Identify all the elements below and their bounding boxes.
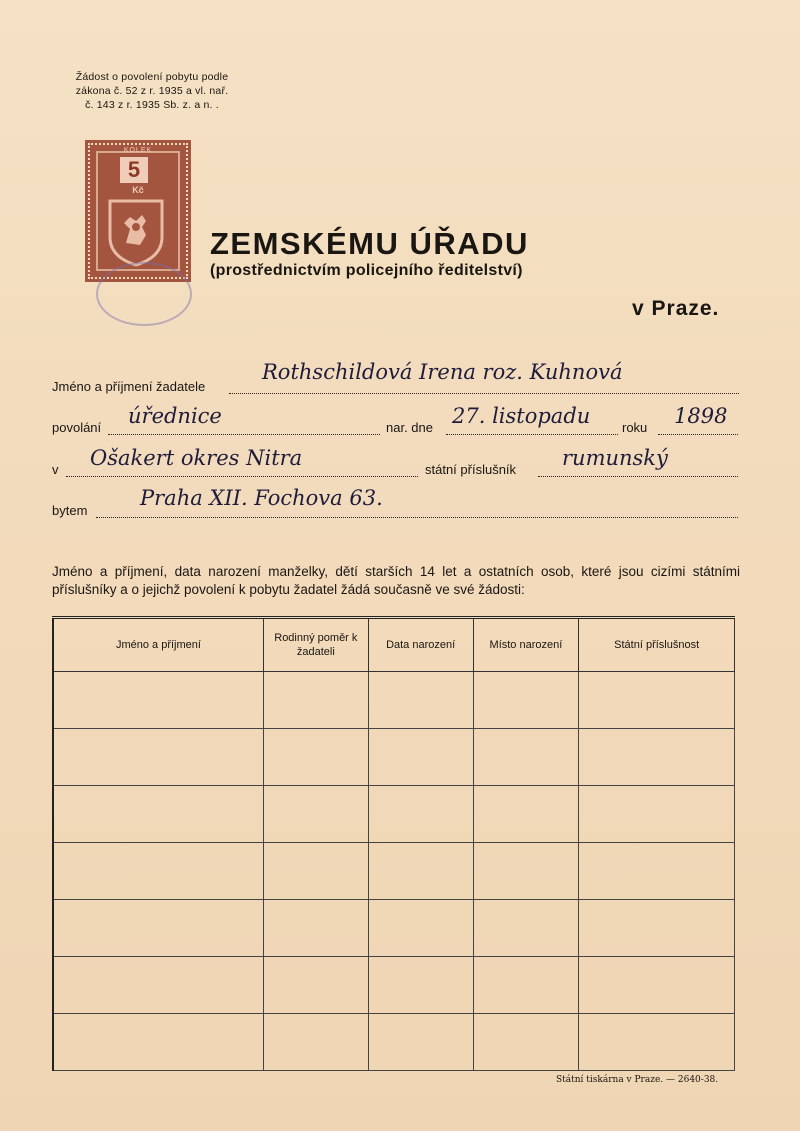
birth-place-label: v [52,462,59,477]
birth-year-label: roku [622,420,648,435]
table-row [53,672,735,729]
addressee-subtitle: (prostřednictvím policejního ředitelství) [210,262,523,279]
table-cell [368,957,473,1014]
revenue-stamp [88,143,188,279]
law-note-line-2: zákona č. 52 z r. 1935 a vl. nař. [75,85,229,97]
applicant-name-value: Rothschildová Irena roz. Kuhnová [262,360,623,384]
table-row [53,1014,735,1071]
table-cell [263,900,368,957]
table-cell [53,672,263,729]
column-header-birth-date: Data narození [368,618,473,672]
table-row [53,843,735,900]
stamp-currency: Kč [132,185,144,195]
occupation-line [108,434,380,435]
table-cell [473,957,579,1014]
table-row [53,957,735,1014]
table-cell [368,786,473,843]
table-cell [473,672,579,729]
table-cell [579,672,735,729]
table-row [53,729,735,786]
table-cell [368,729,473,786]
table-cell [579,729,735,786]
table-cell [263,1014,368,1071]
table-cell [473,1014,579,1071]
birth-place-value: Ošakert okres Nitra [90,446,303,470]
table-cell [53,843,263,900]
birth-year-line [658,434,738,435]
table-cell [368,672,473,729]
table-cell [579,957,735,1014]
citizenship-line [538,476,738,477]
stamp-label: KOLEK [123,147,153,154]
table-cell [473,843,579,900]
table-cell [473,786,579,843]
table-cell [263,672,368,729]
birth-place-line [66,476,418,477]
addressee-city: v Praze. [632,297,720,320]
column-header-citizenship: Státní příslušnost [579,618,735,672]
table-header-row [53,618,735,672]
table-cell [263,843,368,900]
birth-year-value: 1898 [674,404,728,428]
law-reference-note [52,70,252,112]
table-cell [579,900,735,957]
lion-crest-icon [104,197,168,267]
applicant-name-label: Jméno a příjmení žadatele [52,379,206,394]
table-row [53,786,735,843]
addressee-title: ZEMSKÉMU ÚŘADU [210,226,529,261]
citizenship-value: rumunský [562,446,668,470]
table-cell [579,1014,735,1071]
column-header-birth-place: Místo narození [473,618,579,672]
table-cell [53,900,263,957]
table-cell [53,957,263,1014]
cancellation-postmark [96,262,192,326]
residence-line [96,517,738,518]
table-body [53,672,735,1071]
stamp-value: 5 [120,157,148,183]
occupation-value: úřednice [128,404,222,428]
occupation-label: povolání [52,420,102,435]
table-cell [263,957,368,1014]
law-note-line-3: č. 143 z r. 1935 Sb. z. a n. . [85,99,219,111]
table-cell [368,900,473,957]
table-cell [53,729,263,786]
residence-value: Praha XII. Fochova 63. [140,486,383,510]
birth-date-line [446,434,618,435]
household-members-table [52,616,735,1071]
household-members-instruction: Jméno a příjmení, data narození manželky, dětí starších 14 let a ostatních osob, které jsou cizími státními příslušníky a o jejichž povolení k pobytu žadatel žádá současně ve své žádosti: [52,564,740,597]
table-row [53,900,735,957]
birth-date-value: 27. listopadu [452,404,591,428]
table-cell [473,900,579,957]
table-cell [368,1014,473,1071]
table-cell [579,786,735,843]
table-cell [263,729,368,786]
citizenship-label: státní příslušník [425,462,517,477]
table-cell [473,729,579,786]
applicant-name-line [229,393,739,394]
column-header-relation: Rodinný poměr k žadateli [263,618,368,672]
printer-imprint: Státní tiskárna v Praze. — 2640-38. [556,1075,719,1085]
birth-date-label: nar. dne [386,420,433,435]
residence-label: bytem [52,503,88,518]
table-cell [579,843,735,900]
law-note-line-1: Žádost o povolení pobytu podle [75,71,229,83]
table-cell [53,786,263,843]
table-cell [263,786,368,843]
column-header-name: Jméno a příjmení [53,618,263,672]
table-cell [53,1014,263,1071]
table-cell [368,843,473,900]
